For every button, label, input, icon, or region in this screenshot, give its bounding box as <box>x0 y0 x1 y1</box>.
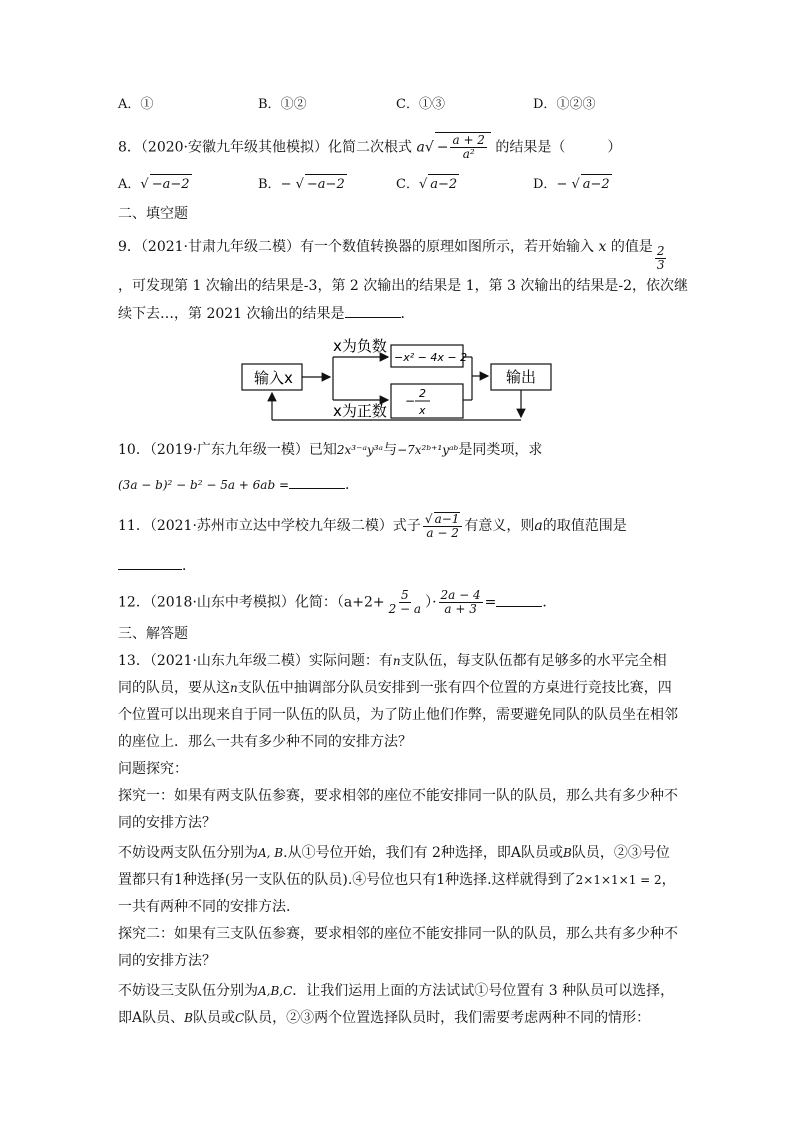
question-9-line-1: 9．（2021·甘肃九年级二模）有一个数值转换器的原理如图所示，若开始输入 x 的值是 $\frac{2}{3}$ <box>118 239 665 272</box>
q13-line-4: 的座位上．那么一共有多少种不同的安排方法？ <box>118 734 412 750</box>
q13-line-12: 同的安排方法？ <box>118 953 216 969</box>
question-12: 12．（2018·山东中考模拟）化简：（a+2+ $\frac{5}{2 - a}$ ）· $\frac{2a - 4}{a + 3}$ = ． <box>118 588 557 616</box>
section-fill-in-heading: 二、填空题 <box>118 206 188 222</box>
q13-line-11: 探究二：如果有三支队伍参赛，要求相邻的座位不能安排同一队的队员，那么共有多少种不 <box>118 926 678 942</box>
positive-formula-denominator: x <box>419 404 426 417</box>
positive-formula-sign: − <box>405 394 416 408</box>
q7-option-c: C．①③ <box>396 97 445 112</box>
q8-coefficient: a <box>416 139 425 156</box>
q13-line-2: 同的队员，要从这n支队伍中抽调部分队员安排到一张有四个位置的方桌进行竞技比赛，四 <box>118 680 672 696</box>
question-9-line-3: 续下去…，第 2021 次输出的结果是 ． <box>118 303 415 324</box>
q13-line-7: 同的安排方法？ <box>118 815 216 831</box>
q8-option-d: D．− √ a−2 <box>533 174 612 195</box>
q13-line-5: 问题探究： <box>118 761 188 777</box>
negative-formula: −x² − 4x − 2 <box>394 351 468 364</box>
q13-line-3: 个位置可以出现来自于同一队伍的队员，为了防止他们作弊，需要避免同队的队员坐在相邻 <box>118 707 678 723</box>
answer-blank <box>118 555 182 570</box>
q8-stem: 8．（2020·安徽九年级其他模拟）化简二次根式 <box>118 139 412 156</box>
question-11-line-2: ． <box>118 555 196 576</box>
section-solution-heading: 三、解答题 <box>118 626 188 642</box>
q7-option-b: B．①② <box>258 97 307 112</box>
q13-line-13: 不妨设三支队伍分别为A,B,C．让我们运用上面的方法试试①号位置有 3 种队员可以选择， <box>118 983 675 999</box>
q10-expression: (3a − b)² − b² − 5a + 6ab = <box>118 478 289 492</box>
question-10-line-1: 10．（2019·广东九年级一模）已知2x³⁻ᵃy³ᵃ与−7x²ᵇ⁺¹yᵃᵇ是同类项，求 <box>118 442 543 458</box>
q8-option-a: A．√ −a−2 <box>118 174 192 195</box>
q7-option-a: A．① <box>118 97 154 112</box>
q13-line-14: 即A队员、B队员或C队员，②③两个位置选择队员时，我们需要考虑两种不同的情形： <box>118 1010 651 1026</box>
output-label: 输出 <box>506 368 537 386</box>
q8-radicand: − $\frac{a + 2}{\text{a²}}$ <box>435 132 491 161</box>
q10-term-2: −7x²ᵇ⁺¹yᵃᵇ <box>397 443 459 457</box>
q13-line-6: 探究一：如果有两支队伍参赛，要求相邻的座位不能安排同一队的队员，那么共有多少种不 <box>118 788 678 804</box>
positive-formula-numerator: 2 <box>419 387 426 400</box>
q13-line-8: 不妨设两支队伍分别为A, B.从①号位开始，我们有 2种选择，即A队员或B队员，②③号位 <box>118 845 670 861</box>
q7-option-d: D．①②③ <box>533 97 596 112</box>
question-11-line-1: 11．（2021·苏州市立达中学校九年级二模）式子 $\frac{√ a-1}{a - 2}$ 有意义，则a的取值范围是 <box>118 512 627 540</box>
q13-line-9: 置都只有1种选择(另一支队伍的队员).④号位也只有1种选择.这样就得到了2×1×1×1 = 2， <box>118 872 676 888</box>
answer-blank <box>289 474 345 489</box>
q13-line-1: 13．（2021·山东九年级二模）实际问题：有n支队伍，每支队伍都有足够多的水平完全相 <box>118 653 667 669</box>
positive-branch-label: x为正数 <box>333 402 387 420</box>
q8-option-b: B．− √ −a−2 <box>258 174 347 195</box>
sqrt-sign: √ <box>424 139 434 156</box>
q8-answer-bracket: 的结果是（ ） <box>495 139 622 156</box>
question-9-line-2: ，可发现第 1 次输出的结果是-3，第 2 次输出的结果是 1，第 3 次输出的结果是-2，依次继 <box>118 278 689 294</box>
question-10-line-2: (3a − b)² − b² − 5a + 6ab = ． <box>118 474 359 495</box>
answer-blank <box>496 592 542 607</box>
q10-term-1: 2x³⁻ᵃy³ᵃ <box>336 443 384 457</box>
q13-line-10: 一共有两种不同的安排方法. <box>118 899 291 915</box>
q8-option-c: C．√ a−2 <box>396 174 459 195</box>
negative-branch-label: x为负数 <box>333 337 387 355</box>
input-label: 输入x <box>254 369 293 387</box>
